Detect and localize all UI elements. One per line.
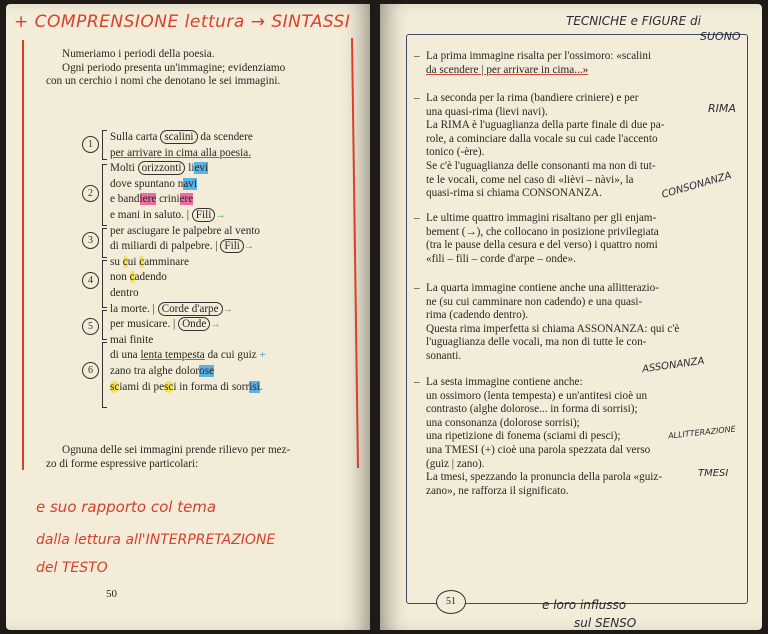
item-line: Se c'è l'uguaglianza delle consonanti ma non di tut- — [426, 159, 656, 172]
item-line: La quarta immagine contiene anche una allitterazio- — [426, 282, 659, 294]
poem-text: e mani in saluto. | — [110, 208, 192, 221]
period-bracket — [102, 130, 107, 160]
outro-text — [46, 444, 346, 471]
annotation-tecniche: TECNICHE e FIGURE di — [566, 14, 702, 28]
period-number: 1 — [82, 136, 99, 153]
poem-text: su — [110, 255, 123, 268]
yellow-highlight: sc — [110, 380, 120, 393]
outro-line: zo di forme espressive particolari: — [46, 457, 199, 470]
yellow-highlight: c — [122, 255, 128, 268]
item-line: una consonanza (dolorose sorrisi); — [426, 416, 580, 429]
list-item — [414, 212, 738, 266]
annotation-comprensione: + COMPRENSIONE lettura → SINTASSI — [14, 12, 351, 32]
period-number: 5 — [82, 318, 99, 335]
poem-text: e band — [110, 193, 140, 206]
poem-text: amminare — [144, 255, 189, 268]
item-line: contrasto (alghe dolorose... in forma di sorrisi); — [426, 403, 638, 416]
item-line: ne (su cui camminare non cadendo) e una quasi- — [426, 295, 643, 308]
poem-text: non — [110, 271, 130, 284]
circled-noun: Fili — [192, 208, 216, 222]
dash: – — [414, 376, 420, 388]
margin-note-assonanza: ASSONANZA — [641, 355, 706, 376]
item-line: zano», ne rafforza il significato. — [426, 484, 569, 497]
intro-line: con un cerchio i nomi che denotano le sei immagini. — [46, 75, 281, 88]
item-line: Questa rima imperfetta si chiama ASSONANZA: qui c'è — [426, 322, 680, 335]
underlined-text: lenta tempesta — [140, 349, 205, 362]
enjambement-arrow-icon: → — [215, 209, 226, 221]
list-item — [414, 50, 738, 77]
period-bracket — [102, 228, 107, 258]
enjambement-arrow-icon: → — [243, 241, 254, 253]
poem-text: di miliardi di palpebre. | — [110, 240, 221, 253]
annotation-interpretazione: dalla lettura all'INTERPRETAZIONE — [36, 532, 276, 548]
red-margin-line-left — [22, 40, 24, 470]
list-item — [414, 282, 738, 364]
poem-text: da scendere — [197, 131, 253, 143]
blue-highlight: avi — [183, 177, 198, 190]
item-line: La tmesi, spezzando la pronuncia della parola «guiz- — [426, 471, 663, 484]
yellow-highlight: sc — [164, 380, 174, 393]
enjambement-arrow-icon: → — [222, 303, 233, 315]
poem-text: i in forma di sorr — [173, 380, 250, 393]
poem-text: li — [185, 162, 195, 175]
circled-noun: Onde — [178, 317, 210, 331]
period-bracket — [102, 164, 107, 226]
margin-note-consonanza: CONSONANZA — [660, 170, 733, 201]
poem-text: per arrivare in cima alla poesia. — [110, 146, 252, 159]
period-number: 2 — [82, 185, 99, 202]
circled-noun: scalini — [160, 130, 197, 144]
poem-text: mai finite — [110, 333, 154, 346]
item-line: una TMESI (+) cioè una parola spezzata dal verso — [426, 443, 651, 456]
poem-text: di una — [110, 349, 141, 362]
poem-text: la morte. | — [110, 302, 158, 315]
dash: – — [414, 50, 420, 62]
item-line: sonanti. — [426, 349, 462, 362]
yellow-highlight: c — [139, 255, 145, 268]
period-bracket — [102, 260, 107, 308]
item-line: tonico (-ère). — [426, 146, 485, 159]
item-line: Le ultime quattro immagini risaltano per gli enjam- — [426, 212, 657, 224]
poem-text: per musicare. | — [110, 318, 179, 331]
intro-line: Numeriamo i periodi della poesia. — [62, 48, 215, 60]
item-line: una ripetizione di fonema (sciami di pesci); — [426, 430, 621, 443]
poem-text: zano tra alghe dolor — [110, 364, 200, 377]
circled-noun: Corde d'arpe — [158, 302, 223, 316]
margin-note-tmesi: TMESI — [698, 468, 729, 479]
item-line: role, a cominciare dalla vocale su cui cade l'accento — [426, 132, 658, 145]
tmesi-plus-icon: + — [259, 349, 266, 362]
poem-text: adendo — [134, 271, 167, 284]
poem-text: iami di pe — [119, 380, 165, 393]
page-number-circle: 51 — [436, 590, 466, 614]
pink-highlight: ere — [179, 193, 194, 206]
poem-text: ui — [127, 255, 140, 268]
poem-text: crini — [156, 193, 180, 206]
item-line: La prima immagine risalta per l'ossimoro: «scalini — [426, 50, 652, 62]
left-page — [6, 4, 370, 630]
period-bracket — [102, 310, 107, 340]
annotation-influsso: e loro influsso — [542, 598, 627, 612]
circled-noun: orizzonti — [138, 161, 186, 175]
poem — [110, 130, 350, 395]
poem-text: . — [259, 380, 263, 393]
item-line: te le vocali, come nel caso di «lièvi – nàvi», la — [426, 173, 634, 186]
item-line: (tra le pause della cesura e del verso) i quattro nomi — [426, 239, 658, 252]
annotation-suono: SUONO — [700, 30, 741, 43]
poem-text: da cui guiz — [204, 349, 257, 362]
blue-highlight: isi — [249, 380, 260, 393]
item-line: un ossimoro (lenta tempesta) e un'antitesi cioè un — [426, 389, 648, 402]
dash: – — [414, 92, 420, 104]
period-number: 3 — [82, 232, 99, 249]
poem-text: Sulla carta — [110, 131, 161, 143]
annotation-rapporto: e suo rapporto col tema — [36, 498, 217, 516]
poem-text: dove spuntano n — [110, 177, 184, 190]
item-line: «fili – fili – corde d'arpe – onde». — [426, 252, 576, 265]
item-line: una quasi-rima (lievi navi). — [426, 105, 548, 118]
yellow-highlight: c — [129, 271, 135, 284]
dash: – — [414, 212, 420, 224]
item-line: La RIMA è l'uguaglianza della parte finale di due pa- — [426, 119, 665, 132]
intro-line: Ogni periodo presenta un'immagine; evidenziamo — [62, 61, 286, 74]
item-line: La seconda per la rima (bandiere criniere) e per — [426, 92, 639, 104]
poem-text: per asciugare le palpebre al vento — [110, 224, 261, 237]
dash: – — [414, 282, 420, 294]
page-number: 50 — [106, 588, 117, 600]
right-page — [380, 4, 762, 630]
period-number: 4 — [82, 272, 99, 289]
item-line: quasi-rima si chiama CONSONANZA. — [426, 187, 602, 200]
item-line: La sesta immagine contiene anche: — [426, 376, 583, 388]
enjambement-arrow-icon: → — [210, 319, 221, 331]
item-line: rima (cadendo dentro). — [426, 309, 529, 322]
annotation-testo: del TESTO — [36, 560, 108, 576]
margin-note-rima: RIMA — [708, 102, 736, 115]
item-line: bement (→), che collocano in posizione privilegiata — [426, 225, 659, 238]
blue-highlight: evi — [194, 162, 209, 175]
item-line: l'uguaglianza delle vocali, ma non di tutte le con- — [426, 336, 647, 349]
circled-noun: Fili — [220, 239, 244, 253]
period-bracket — [102, 342, 107, 408]
annotation-senso: sul SENSO — [574, 616, 637, 630]
period-number: 6 — [82, 362, 99, 379]
red-margin-line-right — [351, 38, 359, 468]
outro-line: Ognuna delle sei immagini prende rilievo per mez- — [62, 444, 291, 456]
margin-note-allitterazione: ALLITTERAZIONE — [667, 424, 737, 441]
poem-text: Molti — [110, 162, 138, 175]
intro-text — [46, 48, 346, 89]
item-line: da scendere | per arrivare in cima...» — [426, 63, 589, 76]
poem-text: dentro — [110, 286, 139, 299]
blue-highlight: ose — [199, 364, 215, 377]
pink-highlight: iere — [139, 193, 157, 206]
item-line: (guiz | zano). — [426, 457, 485, 470]
